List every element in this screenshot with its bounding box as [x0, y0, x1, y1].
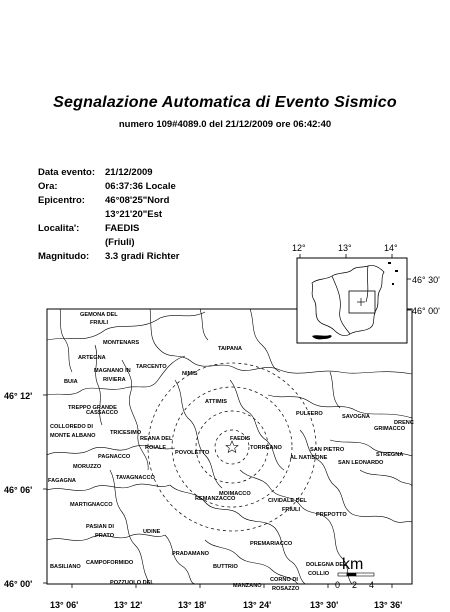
main-map — [4, 309, 414, 610]
town-label: PULFERO — [296, 411, 323, 417]
scale-label-2: 2 — [352, 580, 358, 590]
lon-tick-13-36: 13° 36' — [374, 600, 403, 610]
town-label: BUTTRIO — [213, 564, 238, 570]
scale-segment-2 — [347, 573, 356, 576]
town-label: MOIMACCO — [219, 491, 251, 497]
lat-tick-46-12: 46° 12' — [4, 391, 33, 401]
inset-lon-tick-13: 13° — [338, 243, 352, 253]
lon-tick-13-06: 13° 06' — [50, 600, 79, 610]
town-label: MONTENARS — [103, 340, 140, 346]
scale-unit-label: km — [342, 556, 364, 573]
town-label: NIMIS — [182, 371, 198, 377]
town-label: PAGNACCO — [98, 454, 131, 460]
town-label: UDINE — [143, 529, 161, 535]
lon-tick-13-12: 13° 12' — [114, 600, 143, 610]
town-label: AL NATISONE — [290, 455, 328, 461]
town-label: ROIALE — [145, 445, 167, 451]
town-label: TORREANO — [250, 445, 282, 451]
town-label: ROSAZZO — [272, 586, 300, 592]
town-label: FAGAGNA — [48, 478, 76, 484]
info-value: 21/12/2009 — [105, 167, 153, 178]
town-label: POZZUOLO DEL — [110, 580, 154, 586]
inset-map-frame — [297, 258, 407, 343]
town-label: REANA DEL — [140, 436, 173, 442]
town-label: PREPOTTO — [316, 512, 347, 518]
town-label: SAVOGNA — [342, 414, 370, 420]
lat-tick-46-06: 46° 06' — [4, 485, 33, 495]
scale-label-4: 4 — [369, 580, 375, 590]
town-label: MAGNANO IN — [94, 368, 131, 374]
scale-segment-3 — [356, 573, 374, 576]
town-label: MONTE ALBANO — [50, 433, 96, 439]
lon-tick-13-30: 13° 30' — [310, 600, 339, 610]
town-label: CORNO DI — [270, 577, 298, 583]
inset-map — [292, 243, 440, 343]
town-label: MANZANO — [233, 583, 262, 589]
town-label: POVOLETTO — [175, 450, 210, 456]
info-label: Ora: — [38, 181, 58, 192]
info-value: 13°21'20"Est — [105, 209, 163, 220]
town-label: MORUZZO — [73, 464, 102, 470]
info-value: FAEDIS — [105, 223, 140, 234]
inset-lat-tick-46-00: 46° 00' — [412, 306, 440, 316]
scale-segment-1 — [338, 573, 347, 576]
town-label: COLLOREDO DI — [50, 424, 93, 430]
town-label: FRIULI — [90, 320, 109, 326]
scale-label-0: 0 — [335, 580, 341, 590]
town-label: FRIULI — [282, 507, 301, 513]
info-label: Epicentro: — [38, 195, 85, 206]
town-label: SAN PIETRO — [310, 447, 345, 453]
town-label: BUIA — [64, 379, 78, 385]
inset-lon-tick-12: 12° — [292, 243, 306, 253]
town-label: REMANZACCO — [195, 496, 236, 502]
town-label: PASIAN DI — [86, 524, 114, 530]
town-label: TARCENTO — [136, 364, 167, 370]
town-label: CASSACCO — [86, 410, 119, 416]
inset-lat-tick-46-30: 46° 30' — [412, 275, 440, 285]
town-label: RIVIERA — [103, 377, 126, 383]
info-value: 3.3 gradi Richter — [105, 251, 180, 262]
info-label: Magnitudo: — [38, 251, 90, 262]
town-label: CIVIDALE DEL — [268, 498, 307, 504]
page-title: Segnalazione Automatica di Evento Sismico — [53, 94, 397, 111]
inset-lon-tick-14: 14° — [384, 243, 398, 253]
town-label: PRATO — [95, 533, 115, 539]
town-label: SAN LEONARDO — [338, 460, 384, 466]
town-label: PRADAMANO — [172, 551, 209, 557]
town-label: TREPPO GRANDE — [68, 405, 117, 411]
town-label: TRICESIMO — [110, 430, 142, 436]
lon-tick-13-18: 13° 18' — [178, 600, 207, 610]
event-subtitle: numero 109#4089.0 del 21/12/2009 ore 06:42:40 — [118, 119, 332, 130]
info-value: (Friuli) — [105, 237, 135, 248]
town-label: STREGNA — [376, 452, 404, 458]
info-value: 46°08'25"Nord — [105, 195, 170, 206]
town-label: BASILIANO — [50, 564, 81, 570]
town-label: FAEDIS — [230, 436, 251, 442]
town-label: DRENC — [394, 420, 414, 426]
town-label: ATTIMIS — [205, 399, 227, 405]
info-value: 06:37:36 Locale — [105, 181, 176, 192]
town-label: GRIMACCO — [374, 426, 406, 432]
town-label: COLLIO — [308, 571, 330, 577]
town-label: MARTIGNACCO — [70, 502, 113, 508]
town-label: DOLEGNA DEL — [306, 562, 347, 568]
town-label: CAMPOFORMIDO — [86, 560, 134, 566]
info-label: Data evento: — [38, 167, 96, 178]
town-label: ARTEGNA — [78, 355, 106, 361]
town-label: GEMONA DEL — [80, 312, 118, 318]
lon-tick-13-24: 13° 24' — [243, 600, 272, 610]
town-label: TAVAGNACCO — [116, 475, 155, 481]
lat-tick-46-00: 46° 00' — [4, 579, 33, 589]
info-label: Localita': — [38, 223, 80, 234]
town-label: TAIPANA — [218, 346, 243, 352]
town-label: PREMARIACCO — [250, 541, 293, 547]
